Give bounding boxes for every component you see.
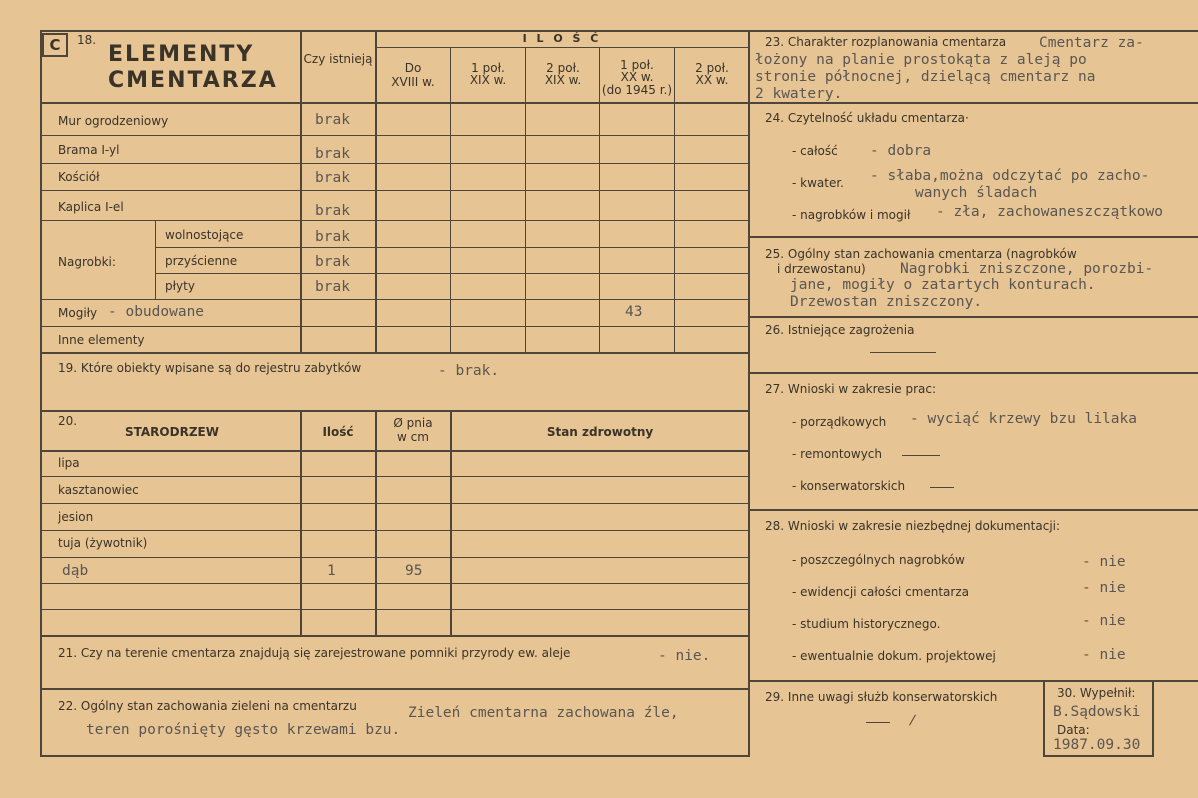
grid-line: [1152, 680, 1154, 757]
works-cleanup-label: - porządkowych: [792, 415, 887, 429]
tree-row-thuja: tuja (żywotnik): [58, 536, 148, 550]
grid-line: [40, 450, 750, 452]
section-20-title: STARODRZEW: [125, 425, 219, 439]
row-label-gravestones: Nagrobki:: [58, 255, 116, 269]
section-23-text-line3: 2 kwatery.: [755, 86, 843, 102]
legibility-plots-label: - kwater.: [792, 176, 844, 190]
section-number: 18.: [77, 33, 97, 47]
tree-row-ash: jesion: [58, 510, 94, 524]
doc-project-label: - ewentualnie dokum. projektowej: [792, 649, 996, 663]
grid-line: [40, 326, 748, 327]
date-label: Data:: [1057, 723, 1090, 737]
grid-line: [750, 372, 1198, 374]
works-repair-label: - remontowych: [792, 447, 882, 461]
diameter-icon: Ø: [393, 416, 403, 430]
diameter-label: pnia: [406, 416, 433, 430]
grid-line: [40, 530, 748, 531]
row-label-chapel: Kaplica I-el: [58, 200, 124, 214]
oak-diameter: 95: [405, 563, 423, 579]
section-25-label-line1: 25. Ogólny stan zachowania cmentarza (nagrobków: [765, 247, 1077, 261]
section-23-text-line1: łożony na planie prostokąta z aleją po: [755, 52, 1087, 68]
section-26-dash: [870, 352, 936, 353]
grid-line: [1043, 680, 1045, 756]
value-freestanding-exists: brak: [315, 229, 350, 245]
legibility-whole-label: - całość: [792, 144, 838, 158]
grid-line: [40, 163, 748, 164]
section-23-label: 23. Charakter rozplanowania cmentarza: [765, 35, 1007, 49]
grid-line: [375, 47, 748, 48]
doc-whole-cemetery-label: - ewidencji całości cmentarza: [792, 585, 969, 599]
value-slabs-exists: brak: [315, 279, 350, 295]
section-21-answer: - nie.: [658, 648, 711, 664]
section-25-text-line2: jane, mogiły o zatartych konturach.: [790, 277, 1096, 293]
value-gate-exists: brak: [315, 146, 350, 162]
tree-row-lime: lipa: [58, 456, 80, 470]
works-conservation-dash: [930, 487, 954, 488]
grid-line: [40, 190, 748, 191]
column-header-health: Stan zdrowotny: [546, 425, 654, 439]
legibility-whole-value: - dobra: [870, 143, 932, 159]
section-29-label: 29. Inne uwagi służb konserwatorskich: [765, 690, 998, 704]
grid-line: [750, 680, 1198, 682]
row-label-wall: Mur ogrodzeniowy: [58, 114, 169, 128]
period-1-line2: XVIII w.: [391, 75, 435, 89]
legibility-graves-label: - nagrobków i mogił: [792, 208, 911, 222]
period-4-line1: 1 poł.: [620, 58, 654, 72]
period-1-line1: Do: [404, 61, 422, 75]
section-24-label: 24. Czytelność układu cmentarza·: [765, 111, 969, 125]
section-19-label: 19. Które obiekty wpisane są do rejestru zabytków: [58, 361, 362, 375]
row-label-graves: Mogiły: [58, 306, 98, 320]
grid-line: [300, 410, 302, 636]
section-30-label: 30. Wypełnił:: [1057, 686, 1136, 700]
value-graves-note: - obudowane: [108, 304, 205, 320]
grid-line: [525, 47, 526, 353]
value-graves-count: 43: [625, 304, 643, 320]
grid-line: [40, 609, 748, 610]
section-29-tick: [909, 715, 916, 726]
period-3-line2: XIX w.: [544, 73, 582, 87]
legibility-plots-value-line2: wanych śladach: [915, 185, 1038, 201]
tree-row-chestnut: kasztanowiec: [58, 483, 139, 497]
section-21-label: 21. Czy na terenie cmentarza znajdują się zarejestrowane pomniki przyrody ew. aleje: [58, 646, 571, 660]
filled-by-name: B.Sądowski: [1053, 704, 1141, 720]
works-conservation-label: - konserwatorskich: [792, 479, 906, 493]
doc-whole-cemetery-value: - nie: [1082, 580, 1126, 596]
section-29-dash: [866, 722, 890, 723]
grid-line: [1043, 755, 1153, 757]
grid-line: [155, 273, 748, 274]
row-label-other-elements: Inne elementy: [58, 333, 145, 347]
grid-line: [40, 220, 748, 221]
column-header-diameter-l1: [377, 416, 449, 430]
section-25-label-line2: i drzewostanu): [777, 262, 866, 276]
grid-line: [40, 476, 748, 477]
grid-line: [40, 352, 750, 354]
section-22-text-line1: Zieleń cmentarna zachowana źle,: [408, 705, 679, 721]
row-label-church: Kościół: [58, 170, 100, 184]
grid-line: [155, 220, 156, 299]
period-5-line2: XX w.: [695, 73, 729, 87]
grid-line: [155, 247, 748, 248]
grid-line: [450, 47, 451, 353]
grid-line: [40, 135, 748, 136]
frame-top-right: [750, 30, 1198, 32]
grid-line: [750, 316, 1198, 318]
section-27-label: 27. Wnioski w zakresie prac:: [765, 382, 937, 396]
grid-line: [450, 410, 452, 636]
period-4-line3: (do 1945 r.): [601, 83, 673, 97]
section-title-line2: CMENTARZA: [108, 68, 278, 93]
frame-middle: [748, 30, 750, 756]
grid-line: [750, 102, 1198, 104]
doc-individual-graves-value: - nie: [1082, 554, 1126, 570]
grid-line: [40, 557, 748, 558]
frame-left: [40, 30, 42, 756]
grid-line: [40, 102, 750, 104]
column-header-tree-qty: Ilość: [322, 425, 354, 439]
doc-historical-study-label: - studium historycznego.: [792, 617, 941, 631]
period-5-line1: 2 poł.: [695, 61, 729, 75]
section-title-line1: ELEMENTY: [108, 42, 255, 67]
section-19-answer: - brak.: [438, 363, 500, 379]
grid-line: [40, 503, 748, 504]
doc-individual-graves-label: - poszczególnych nagrobków: [792, 553, 965, 567]
column-header-diameter-l2: w cm: [397, 430, 429, 444]
grid-line: [40, 410, 750, 412]
oak-quantity: 1: [327, 563, 336, 579]
section-25-text-line3: Drzewostan zniszczony.: [790, 294, 983, 310]
legibility-plots-value-line1: - słaba,można odczytać po zacho-: [870, 168, 1150, 184]
doc-project-value: - nie: [1082, 647, 1126, 663]
row-label-gate: Brama I-yl: [58, 143, 120, 157]
section-20-number: 20.: [58, 414, 78, 428]
value-wall-exists: brak: [315, 112, 350, 128]
legibility-graves-value: - zła, zachowaneszczątkowo: [936, 204, 1163, 220]
row-label-slabs: płyty: [165, 279, 195, 293]
section-28-label: 28. Wnioski w zakresie niezbędnej dokumentacji:: [765, 519, 1061, 533]
works-repair-dash: [902, 455, 940, 456]
grid-line: [40, 635, 750, 637]
grid-line: [40, 688, 750, 690]
card-code-box: C: [42, 33, 68, 57]
grid-line: [750, 236, 1198, 238]
value-wall-mounted-exists: brak: [315, 254, 350, 270]
section-25-text-line1: Nagrobki zniszczone, porozbi-: [900, 261, 1154, 277]
section-23-text-line2: stronie północnej, dzielącą cmentarz na: [755, 69, 1096, 85]
grid-line: [40, 583, 748, 584]
date-value: 1987.09.30: [1053, 737, 1141, 753]
column-header-quantity: I L O Ś Ć: [522, 32, 602, 45]
period-2-line2: XIX w.: [469, 73, 507, 87]
row-label-wall-mounted: przyścienne: [165, 254, 238, 268]
doc-historical-study-value: - nie: [1082, 613, 1126, 629]
section-22-label: 22. Ogólny stan zachowania zieleni na cmentarzu: [58, 699, 357, 713]
value-church-exists: brak: [315, 170, 350, 186]
section-22-text-line2: teren porośnięty gęsto krzewami bzu.: [86, 722, 401, 738]
section-26-label: 26. Istniejące zagrożenia: [765, 323, 915, 337]
row-label-freestanding: wolnostojące: [165, 228, 244, 242]
period-3-line1: 2 poł.: [546, 61, 580, 75]
value-chapel-exists: brak: [315, 203, 350, 219]
works-cleanup-value: - wyciąć krzewy bzu lilaka: [910, 411, 1137, 427]
column-header-exists: Czy istnieją: [303, 52, 373, 66]
section-23-text-line0: Cmentarz za-: [1039, 35, 1144, 51]
grid-line: [40, 299, 748, 300]
tree-row-oak: dąb: [62, 563, 89, 579]
frame-bottom-left: [40, 755, 750, 757]
period-2-line1: 1 poł.: [471, 61, 505, 75]
grid-line: [750, 509, 1198, 511]
grid-line: [300, 30, 302, 353]
period-4-line2: XX w.: [620, 70, 654, 84]
